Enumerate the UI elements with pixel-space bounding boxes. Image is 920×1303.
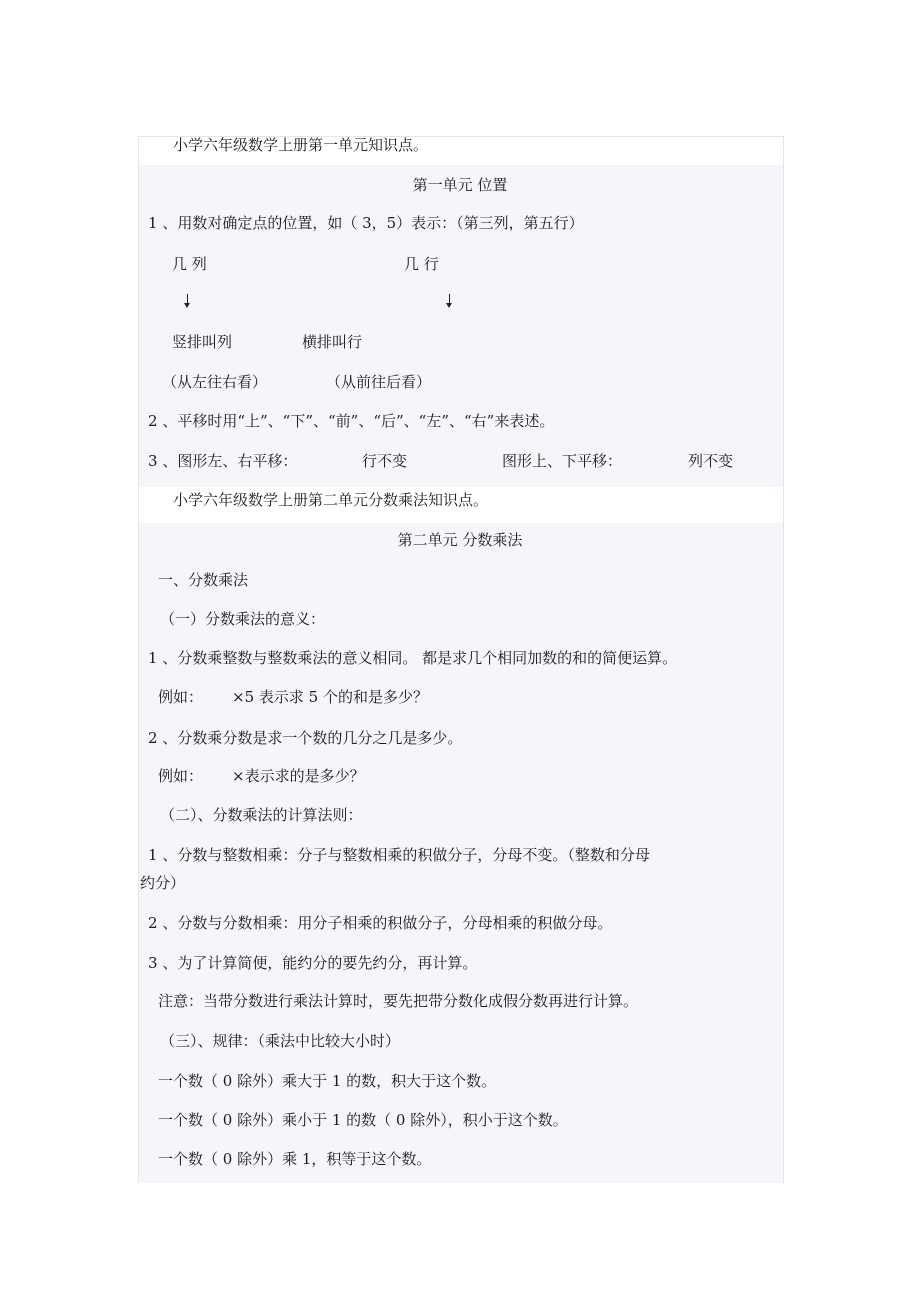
label-front-to-back: （从前往后看） xyxy=(326,373,432,391)
point-text: 、平移时用“上”、“下”、“前”、“后”、“左”、“右”来表述。 xyxy=(162,412,555,430)
unit1-point1 xyxy=(148,212,584,234)
point-text: 、分数与整数相乘：分子与整数相乘的积做分子，分母不变。（整数和分母 xyxy=(162,846,650,864)
subsection-heading: （一）分数乘法的意义： xyxy=(160,610,326,628)
example-label: 例如： xyxy=(158,767,204,785)
column-unchanged: 列不变 xyxy=(688,452,734,470)
down-arrow-icon xyxy=(449,294,450,305)
unit1-point2 xyxy=(148,410,554,432)
unit1-heading: 第一单元 位置 xyxy=(412,176,508,194)
label-column: 几 列 xyxy=(172,255,207,273)
meaning-point1 xyxy=(148,647,677,669)
rule-point1 xyxy=(148,844,650,866)
down-arrow-icon xyxy=(187,294,188,305)
label-vertical-column: 竖排叫列 xyxy=(172,333,233,351)
unit2-doc-title: 小学六年级数学上册第二单元分数乘法知识点。 xyxy=(173,491,489,509)
example-label: 例如： xyxy=(158,688,204,706)
point-text: 、图形左、右平移： xyxy=(162,452,298,470)
subsection-heading: （三）、规律：（乘法中比较大小时） xyxy=(160,1032,401,1050)
point-text: 、为了计算简便，能约分的要先约分，再计算。 xyxy=(162,954,478,972)
example-text: ×5 表示求 5 个的和是多少？ xyxy=(232,688,428,706)
row-unchanged: 行不变 xyxy=(362,452,408,470)
unit1-doc-title: 小学六年级数学上册第一单元知识点。 xyxy=(173,136,429,154)
point-number: 1 xyxy=(148,846,158,864)
point-text: 、分数乘分数是求一个数的几分之几是多少。 xyxy=(162,729,463,747)
example-text: ×表示求的是多少？ xyxy=(232,767,365,785)
point-text: 、用数对确定点的位置，如（ 3，5）表示：（第三列，第五行） xyxy=(162,214,584,232)
label-left-to-right: （从左往右看） xyxy=(162,373,268,391)
unit1-point3 xyxy=(148,450,297,472)
pattern-rule: 一个数（ 0 除外）乘 1，积等于这个数。 xyxy=(158,1150,432,1168)
unit2-heading: 第二单元 分数乘法 xyxy=(397,531,523,549)
vertical-translation-label: 图形上、下平移： xyxy=(502,452,623,470)
rule-point3 xyxy=(148,952,477,974)
note: 注意：当带分数进行乘法计算时，要先把带分数化成假分数再进行计算。 xyxy=(158,992,639,1010)
point-number: 3 xyxy=(148,954,158,972)
rule-point1-continuation: 约分） xyxy=(140,874,186,892)
point-number: 1 xyxy=(148,214,158,232)
point-number: 3 xyxy=(148,452,158,470)
point-number: 2 xyxy=(148,729,158,747)
rule-point2 xyxy=(148,912,612,934)
point-number: 1 xyxy=(148,649,158,667)
label-horizontal-row: 横排叫行 xyxy=(302,333,363,351)
subsection-heading: （二）、分数乘法的计算法则： xyxy=(160,806,363,824)
label-row: 几 行 xyxy=(404,255,439,273)
point-number: 2 xyxy=(148,412,158,430)
point-text: 、分数乘整数与整数乘法的意义相同。 都是求几个相同加数的和的简便运算。 xyxy=(162,649,678,667)
meaning-point2 xyxy=(148,727,462,749)
section-heading: 一、分数乘法 xyxy=(158,571,249,589)
point-number: 2 xyxy=(148,914,158,932)
pattern-rule: 一个数（ 0 除外）乘小于 1 的数（ 0 除外），积小于这个数。 xyxy=(158,1111,568,1129)
point-text: 、分数与分数相乘：用分子相乘的积做分子，分母相乘的积做分母。 xyxy=(162,914,613,932)
pattern-rule: 一个数（ 0 除外）乘大于 1 的数，积大于这个数。 xyxy=(158,1072,497,1090)
